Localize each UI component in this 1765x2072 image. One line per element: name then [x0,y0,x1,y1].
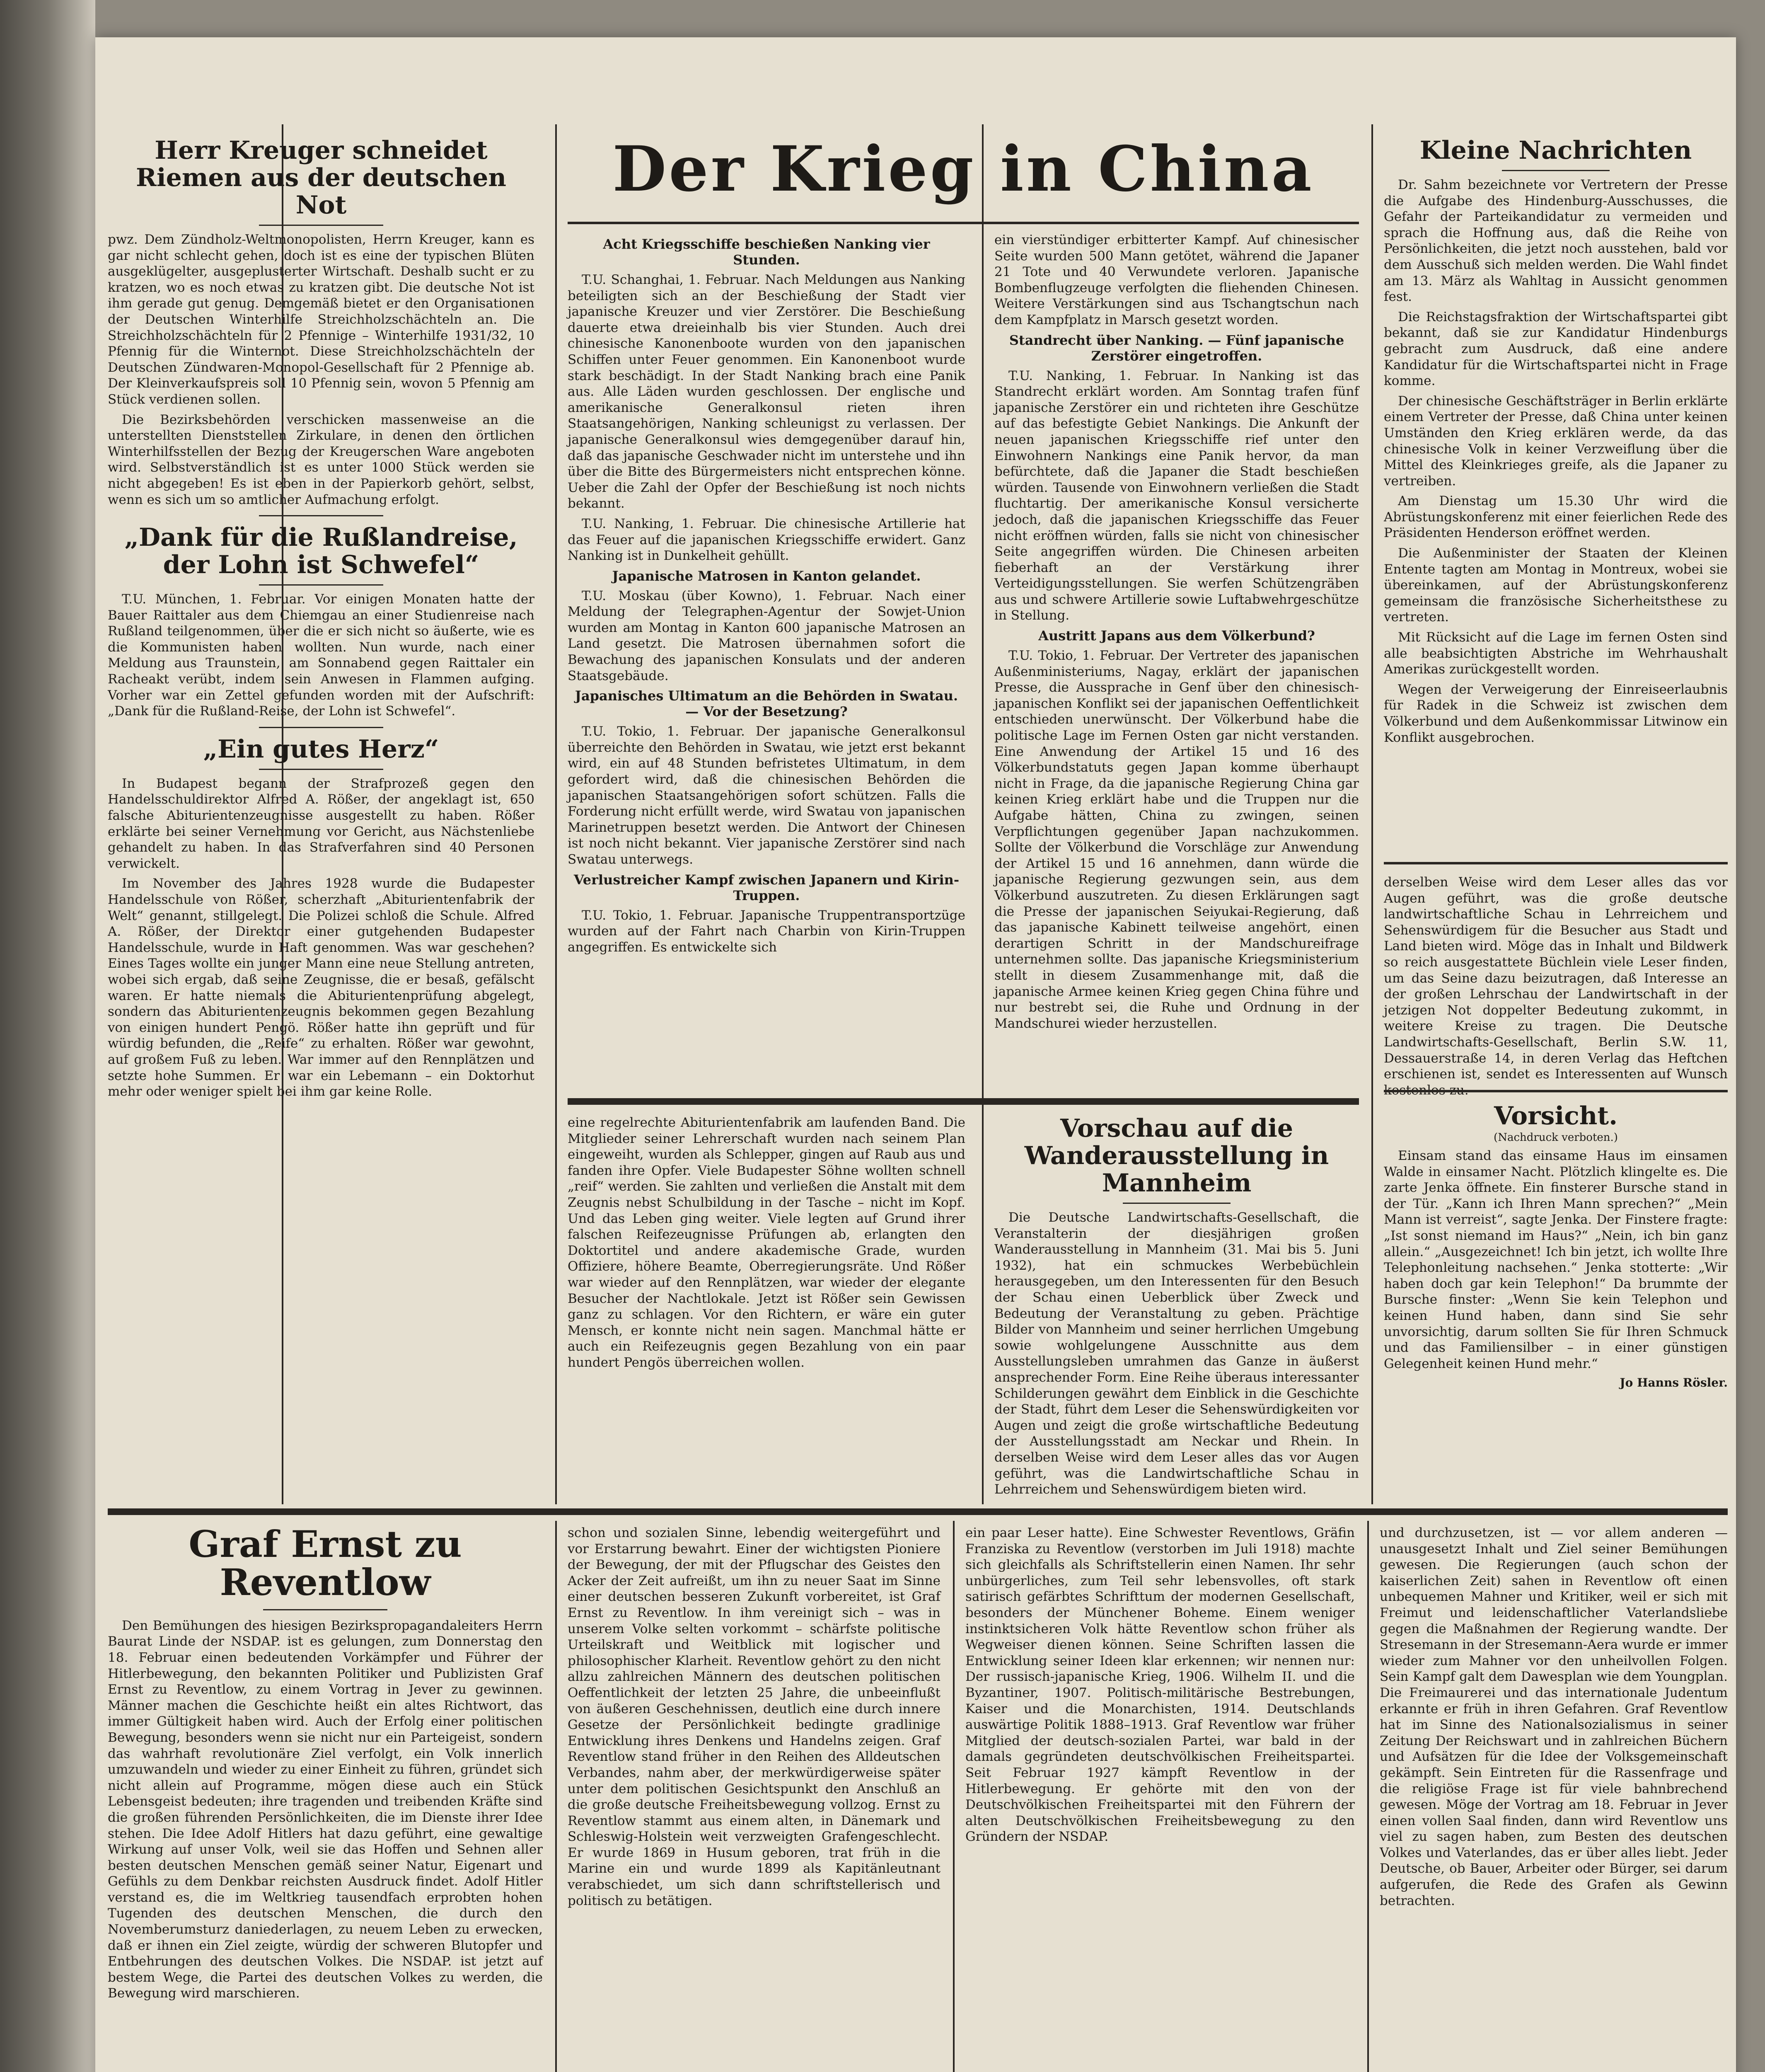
section-rule [568,1098,1359,1105]
rule [259,584,383,586]
reventlow-paragraph: und durchzusetzen, ist — vor allem anderen — unausgesetzt Inhalt und Ziel seiner Bemühungen gewesen. Die Regierungen (auch schon der kaiserlichen Zeit) sahen in Reventlow oft einen unbequemen Mahner und Kritiker, weil er sich mit Freimut und leidenschaftlicher Vaterlandsliebe gegen die Maßnahmen der Regierung wandte. Der Stresemann in der Stresemann-Aera wurde er immer wieder zum Mahner vor den unheilvollen Folgen. Sein Kampf galt dem Dawesplan wie dem Youngplan. Die Freimaurerei und das internationale Judentum erkannte er früh in ihren Gefahren. Graf Reventlow hat im Sinne des Nationalsozialismus in seiner Zeitung Der Reichswart und in zahlreichen Büchern und Aufsätzen für die Idee der Volksgemeinschaft gekämpft. Sein Eintreten für die Rassenfrage und die religiöse Frage ist für viele bahnbrechend gewesen. Möge der Vortrag am 18. Februar in Jever einen vollen Saal finden, dann wird Reventlow uns viel zu sagen haben, zum Besten des deutschen Volkes und Vaterlandes, das er über alles liebt. Jeder Deutsche, ob Bauer, Arbeiter oder Bürger, sei darum aufgerufen, die Rede des Grafen als Gewinn betrachten. [1380,1525,1728,1908]
kreuger-paragraph: pwz. Dem Zündholz-Weltmonopolisten, Herrn Kreuger, kann es gar nicht schlecht gehen, doch ist es eine der typischen Blüten ausgeklügelter, ausgeplusterter Wirtschaft. Deshalb sucht er zu kratzen, wo es noch etwas zu kratzen gibt. Die deutsche Not ist ihm gerade gut genug. Demgemäß bietet er den Organisationen der Deutschen Winterhilfe Streichholzschächteln an. Die Streichholzschächteln für 2 Pfennige – Winterhilfe 1931/32, 10 Pfennig für die Winternot. Diese Streichholzschächteln der Deutschen Zündwaren-Monopol-Gesellschaft für 2 Pfennige ab. Der Kleinverkaufspreis soll 10 Pfennig sein, wovon 5 Pfennig am Stück verdienen sollen. [108,232,534,407]
rule [1384,862,1728,864]
left-column [108,137,534,1504]
reventlow-column-3 [965,1525,1355,2072]
china-subhead: Standrecht über Nanking. — Fünf japanische Zerstörer eingetroffen. [1009,332,1344,364]
russland-paragraph: T.U. München, 1. Februar. Vor einigen Monaten hatte der Bauer Raittaler aus dem Chiemgau an einer Studienreise nach Rußland teilgenommen, über die er sich nicht so äußerte, wie es die Kommunisten haben wollten. Nun wurde, nach einer Meldung aus Traunstein, am Sonnabend gegen Raittaler ein Racheakt verübt, indem sein Anwesen in Flammen aufging. Vorher war ein Zettel gefunden worden mit der Aufschrift: „Dank für die Rußland-Reise, der Lohn ist Schwefel“. [108,592,534,719]
vorsicht-article [1384,1102,1728,1500]
china-subhead: Japanische Matrosen in Kanton gelandet. [612,568,921,584]
china-subhead: Verlustreicher Kampf zwischen Japanern und Kirin-Truppen. [573,871,960,903]
china-masthead-block [568,133,1359,232]
gutes-herz-paragraph: Im November des Jahres 1928 wurde die Budapester Handelsschule von Rößer, scherzhaft „Abiturientenfabrik der Welt“ genannt, stillgelegt. Die Polizei schloß die Schule. Alfred A. Rößer, der Direktor einer gutgehenden Budapester Handelsschule, wurde in Haft genommen. Was war geschehen? Eines Tages wollte ein junger Mann eine neue Stellung antreten, wobei sich ergab, daß seine Zeugnisse, die er besaß, gefälscht waren. Er hatte niemals die Abiturientenprüfung abgelegt, sondern das Abiturientenzeugnis bekommen gegen Bezahlung von einigen hundert Pengö. Rößer hatte ihn geprüft und für würdig befunden, die „Reife“ zu erhalten. Rößer war gewohnt, auf großem Fuß zu leben. War immer auf den Rennplätzen und setzte hohe Summen. Er war ein Lebemann – ein Doktorhut mehr oder weniger spielt bei ihm gar keine Rolle. [108,876,534,1099]
vorsicht-headline: Vorsicht. [1494,1101,1618,1130]
column-rule [982,124,984,1504]
china-paragraph: T.U. Tokio, 1. Februar. Der japanische Generalkonsul überreichte den Behörden in Swatau, wie jetzt erst bekannt wird, ein auf 48 Stunden befristetes Ultimatum, in dem gefordert wird, daß die chinesischen Behörden die japanischen Staatsangehörigen sofort schützen. Falls die Forderung nicht erfüllt werde, wird Swatau von japanischen Marinetruppen besetzt werden. Die Antwort der Chinesen ist noch nicht bekannt. Vier japanische Zerstörer sind nach Swatau unterwegs. [568,724,965,867]
rule [1384,1090,1728,1092]
mannheim-headline: Vorschau auf die Wanderausstellung in Mannheim [1024,1114,1329,1198]
china-paragraph: T.U. Nanking, 1. Februar. In Nanking ist das Standrecht erklärt worden. Am Sonntag trafen fünf japanische Zerstörer ein und richteten ihre Geschütze auf das befestigte Gebiet Nankings. Die Ankunft der neuen japanischen Kriegsschiffe rief unter den Einwohnern Nankings eine Panik hervor, da man befürchtete, daß die Japaner die Stadt beschießen würden. Tausende von Einwohnern verließen die Stadt fluchtartig. Der amerikanische Konsul versicherte jedoch, daß die japanischen Kriegsschiffe das Feuer nicht eröffnen würden, falls sie nicht von chinesischer Seite angegriffen würden. Die Chinesen arbeiten fieberhaft an der Verstärkung ihrer Verteidigungsstellungen. Sie werfen Schützengräben aus und schwere Artillerie sowie Luftabwehrgeschütze in Stellung. [994,368,1359,623]
reventlow-column-2 [568,1525,941,2072]
kleine-item: Am Dienstag um 15.30 Uhr wird die Abrüstungskonferenz mit einer feierlichen Rede des Präsidenten Henderson eröffnet werden. [1384,494,1728,541]
rule [1502,170,1610,171]
column-rule [953,1521,955,2072]
china-paragraph: ein vierstündiger erbitterter Kampf. Auf chinesischer Seite wurden 500 Mann getötet, während die Japaner 21 Tote und 40 Verwundete verloren. Japanische Bombenflugzeuge verfolgten die fliehenden Chinesen. Weitere Verstärkungen sind aus Tschangtschun nach dem Kampfplatz in Marsch gesetzt worden. [994,232,1359,327]
china-subhead: Japanisches Ultimatum an die Behörden in Swatau. — Vor der Besetzung? [575,688,958,720]
china-paragraph: T.U. Schanghai, 1. Februar. Nach Meldungen aus Nanking beteiligten sich an der Beschießung der Stadt vier japanische Kreuzer und vier Zerstörer. Die Beschießung dauerte etwa dreieinhalb bis vier Stunden. Auch drei chinesische Kanonenboote wurden von den japanischen Schiffen unter Feuer genommen. Ein Kanonenboot wurde stark beschädigt. In der Stadt Nanking brach eine Panik aus. Alle Läden wurden geschlossen. Der englische und amerikanische Generalkonsul rieten ihren Staatsangehörigen, Nanking schleunigst zu verlassen. Der japanische Generalkonsul wies demgegenüber darauf hin, daß das japanische Geschwader nicht im unterstehe und ihn über die Bitte des Bürgermeisters nicht entsprechen könne. Ueber die Zahl der Opfer der Beschießung ist noch nichts bekannt. [568,272,965,511]
kleine-headline: Kleine Nachrichten [1419,136,1692,165]
author-byline: Jo Hanns Rösler. [1620,1376,1728,1390]
section-rule [108,1508,1728,1515]
reventlow-paragraph: ein paar Leser hatte). Eine Schwester Reventlows, Gräfin Franziska zu Reventlow (verstorben im Juli 1918) machte sich gleichfalls als Schriftstellerin einen Namen. Ihr sehr unbürgerliches, zum Teil sehr lebensvolles, oft stark satirisch gefärbtes Schrifttum der modernen Gesellschaft, besonders der Münchener Boheme. Einem weniger instinktsicheren Volk hätte Reventlow schon früher als Wegweiser dienen können. Seine Schriften lassen die Entwicklung seiner Ideen klar erkennen; wir nennen nur: Der russisch-japanische Krieg, 1906. Wilhelm II. und die Byzantiner, 1907. Politisch-militärische Bestrebungen, Kaiser und die Monarchisten, 1914. Deutschlands auswärtige Politik 1888–1913. Graf Reventlow war früher Mitglied der deutsch-sozialen Partei, war bald in der damals gegründeten deutschvölkischen Freiheitspartei. Seit Februar 1927 kämpft Reventlow in der Hitlerbewegung. Er gehörte mit den von der Deutschvölkischen Freiheitspartei mit den Führern der alten Deutschvölkischen Freiheitsbewegung zu den Gründern der NSDAP. [965,1525,1355,1844]
reventlow-paragraph: schon und sozialen Sinne, lebendig weitergeführt und vor Erstarrung bewahrt. Einer der wichtigsten Pioniere der Bewegung, der mit der Pflugschar des Geistes den Acker der Zeit aufreißt, um ihn zu neuer Saat im Sinne einer deutschen besseren Zukunft vorbereitet, ist Graf Ernst zu Reventlow. In ihm vereinigt sich – was in unserem Volke selten vorkommt – schärfste politische Urteilskraft und Weitblick mit logischer und philosophischer Klarheit. Reventlow gehört zu den nicht allzu zahlreichen Männern des deutschen politischen Oeffentlichkeit der letzten 25 Jahre, die unbeeinflußt von äußeren Geschehnissen, deutlich eine durch innere Gesetze der Persönlichkeit bedingte gradlinige Entwicklung ihres Denkens und Handelns zeigen. Graf Reventlow stand früher in den Reihen des Alldeutschen Verbandes, nahm aber, der merkwürdigerweise später unter dem politischen Gesichtspunkt den Anschluß an die große deutsche Freiheitsbewegung vollzog. Ernst zu Reventlow stammt aus einem alten, in Dänemark und Schleswig-Holstein weit verzweigten Grafengeschlecht. Er wurde 1869 in Husum geboren, trat früh in die Marine ein und wurde 1899 als Kapitänleutnant verabschiedet, um sich dann schriftstellerisch und politisch zu betätigen. [568,1525,941,1908]
kreuger-paragraph: Die Bezirksbehörden verschicken massenweise an die unterstellten Dienststellen Zirkulare, in denen den örtlichen Winterhilfsstellen der Bezug der Kreugerschen Ware angeboten wird. Selbstverständlich ist es unter 1000 Stück werden sie nicht abgegeben! Es ist eben in der Papierkorb gehört, selbst, wenn es sich um so amtlicher Aufmachung erfolgt. [108,412,534,507]
reventlow-column-1 [108,1525,543,2072]
china-column-1 [568,232,965,1086]
kleine-item: Mit Rücksicht auf die Lage im fernen Osten sind alle beabsichtigten Abstriche im Wehrhaushalt Amerikas zurückgestellt worden. [1384,630,1728,677]
reventlow-headline: Graf Ernst zu Reventlow [189,1523,462,1604]
reventlow-column-4 [1380,1525,1728,2072]
rule [259,225,383,226]
china-subhead: Austritt Japans aus dem Völkerbund? [1038,628,1315,644]
china-paragraph: T.U. Moskau (über Kowno), 1. Februar. Nach einer Meldung der Telegraphen-Agentur der Sowjet-Union wurden am Montag in Kanton 600 japanische Matrosen an Land gesetzt. Die Matrosen übernahmen sofort die Bewachung des japanischen Konsulats und der anderen Staatsgebäude. [568,588,965,683]
rule [1123,1203,1231,1204]
kleine-item: Die Reichstagsfraktion der Wirtschaftspartei gibt bekannt, daß sie zur Kandidatur Hindenburgs gebracht zum Ausdruck, daß eine andere Kandidatur für die Wirtschaftspartei nicht in Frage komme. [1384,309,1728,389]
mannheim-continued-paragraph: derselben Weise wird dem Leser alles das vor Augen geführt, was die große deutsche landwirtschaftliche Schau in Lehrreichem und Sehenswürdigem für die Besucher aus Stadt und Land bieten wird. Möge das in Inhalt und Bildwerk so reich ausgestattete Büchlein viele Leser finden, um das Seine dazu beizutragen, daß Interesse an der großen Lehrschau der Landwirtschaft in der jetzigen Not doppelter Bedeutung zukommt, in weitere Kreise zu tragen. Die Deutsche Landwirtschafts-Gesellschaft, Berlin S.W. 11, Dessauerstraße 14, in deren Verlag das Heftchen erschienen ist, sendet es Interessenten auf Wunsch [1384,875,1728,1082]
column-rule [1367,1521,1369,2072]
kreuger-headline: Herr Kreuger schneidet Riemen aus der deutschen Not [136,136,506,220]
mannheim-paragraph: Die Deutsche Landwirtschafts-Gesellschaft, die Veranstalterin der diesjährigen großen Wanderausstellung in Mannheim (31. Mai bis 5. Juni 1932), hat ein schmuckes Werbebüchlein herausgegeben, um den Interessenten für den Besuch der Schau einen Ueberblick über Zweck und Bedeutung der Veranstaltung zu geben. Prächtige Bilder von Mannheim und seiner herrlichen Umgebung sowie wohlgelungene Ausschnitte aus dem Ausstellungsleben umrahmen das Ganze in äußerst ansprechender Form. Eine Reihe überaus interessanter Schilderungen gewährt dem Einblick in die Geschichte der Stadt, führt dem Leser die Sehenswürdigkeiten vor Augen und zeigt die große wirtschaftliche Bedeutung der Ausstellungsstadt am Neckar und Rhein. In derselben Weise wird dem Leser alles das vor Augen geführt, was die Landwirtschaftliche Schau in Lehrreichem und Sehenswürdigem bieten wird. [994,1210,1359,1497]
rule [568,222,1359,224]
rule [259,515,383,516]
china-column-2 [994,232,1359,1086]
kleine-item: Die Außenminister der Staaten der Kleinen Entente tagten am Montag in Montreux, wobei sie übereinkamen, auf der Abrüstungskonferenz gemeinsam die französische Sicherheitsthese zu vertreten. [1384,546,1728,625]
kleine-item: Dr. Sahm bezeichnete vor Vertretern der Presse die Aufgabe des Hindenburg-Ausschusses, die Gefahr der Parteikandidatur zu vermeiden und sprach die Hoffnung aus, daß die Reihe von Persönlichkeiten, die jetzt noch ausstehen, bald vor dem Ausschuß sich melden werden. Die Wahl findet am 13. März als Wahltag in Aussicht genommen fest. [1384,177,1728,305]
kleine-item: Der chinesische Geschäftsträger in Berlin erklärte einem Vertreter der Presse, daß China unter keinen Umständen den Krieg erklären werde, da das chinesische Volk in keiner Verzweiflung über die Mittel des Kleinkrieges greife, als die Japaner zu vertreiben. [1384,393,1728,489]
book-binding [0,0,95,2072]
column-rule [1371,124,1373,1504]
gutes-herz-headline: „Ein gutes Herz“ [203,734,439,764]
newspaper-page [95,37,1736,2072]
kleine-item: Wegen der Verweigerung der Einreiseerlaubnis für Radek in die Schweiz ist zwischen dem Völkerbund und dem Außenkommissar Litwinow ein Konflikt ausgebrochen. [1384,682,1728,745]
rule [263,1609,387,1610]
rule [259,727,383,728]
china-paragraph: T.U. Nanking, 1. Februar. Die chinesische Artillerie hat das Feuer auf die japanischen Kriegsschiffe erwidert. Ganz Nanking ist in Dunkelheit gehüllt. [568,516,965,564]
china-paragraph: T.U. Tokio, 1. Februar. Japanische Truppentransportzüge wurden auf der Fahrt nach Charbin von Kirin-Truppen angegriffen. Es entwickelte sich [568,908,965,955]
abitur-paragraph: eine regelrechte Abiturientenfabrik am laufenden Band. Die Mitglieder seiner Lehrerschaft wurden nach seinem Plan eingeweiht, wurden als Schlepper, gingen auf Raub aus und fanden ihre Opfer. Viele Budapester Söhne wollten schnell „reif“ werden. Sie zahlten und verließen die Anstalt mit dem Zeugnis nebst Schulbildung in der Tasche – nicht im Kopf. Und das Leben ging weiter. Viele legten auf Grund ihrer falschen Reifezeugnisse Prüfungen ab, erlangten den Doktortitel und andere akademische Grade, wurden Offiziere, höhere Beamte, Oberregierungsräte. Und Rößer war wieder auf den Rennplätzen, war wieder der elegante Besucher der Nachtlokale. Jetzt ist Rößer sein Gewissen ganz zu schlagen. Vor den Richtern, er wäre ein guter Mensch, er konnte nicht nein sagen. Manchmal hätte er auch ein Reifezeugnis gegen Bezahlung von ein paar hundert Pengös überreichen wollen. [568,1115,965,1370]
china-paragraph: T.U. Tokio, 1. Februar. Der Vertreter des japanischen Außenministeriums, Nagay, erklärt der japanischen Presse, die Aussprache in Genf über den chinesisch-japanischen Konflikt sei der japanischen Oeffentlichkeit entschieden unerwünscht. Der Völkerbund habe die politische Lage im Fernen Osten gar nicht verstanden. Eine Anwendung der Artikel 15 und 16 des Völkerbundstatuts gegen Japan komme überhaupt nicht in Frage, da die japanische Regierung China gar keinen Krieg erklärt habe und die Truppen nur die Aufgabe hätten, China zu zwingen, seinen Verpflichtungen gegenüber Japan nachzukommen. Sollte der Völkerbund die Vorschläge zur Anwendung der Artikel 15 und 16 annehmen, dann würde die japanische Regierung gezwungen sein, aus dem Völkerbund auszutreten. Zu diesen Erklärungen sagt die Presse der japanischen Seiyukai-Regierung, daß das japanische Kabinett teilweise angehört, einen derartigen Schritt in der Mandschureifrage unternehmen sollte. Das japanische Kriegsministerium stellt in diesem Zusammenhange mit, daß die japanische Armee keinen Krieg gegen China führe und nur bestrebt sei, die Ruhe und Ordnung in der Mandschurei wieder herzustellen. [994,648,1359,1031]
reventlow-paragraph: Den Bemühungen des hiesigen Bezirkspropagandaleiters Herrn Baurat Linde der NSDAP. ist es gelungen, zum Donnerstag den 18. Februar einen bedeutenden Vorkämpfer und Führer der Hitlerbewegung, den bekannten Politiker und Publizisten Graf Ernst zu Reventlow, zu einem Vortrag in Jever zu gewinnen. Männer machen die Geschichte heißt ein altes Richtwort, das immer Gültigkeit haben wird. Auch der Erfolg einer politischen Bewegung, besonders wenn sie nicht nur ein Parteigeist, sondern das wahrhaft revolutionäre Ziel verfolgt, ein Volk innerlich umzuwandeln und wieder zu einer Einheit zu führen, gründet sich nicht allein auf Programme, mögen diese auch ein Stück Lebensgeist bedeuten; ihre tragenden und treibenden Kräfte sind die großen führenden Persönlichkeiten, die im Dienste ihrer Idee stehen. Die Idee Adolf Hitlers hat dazu geführt, eine gewaltige Wirkung auf unser Volk, weil sie das Hoffen und Sehnen aller besten deutschen Menschen gemäß seiner Natur, Eigenart und Gefühls zu dem Denkbar reichsten Ausdruck findet. Adolf Hitler verstand es, die im Weltkrieg tausendfach erprobten hohen Tugenden des deutschen Menschen, die durch den Novemberumsturz daniederlagen, zu neuem Leben zu erwecken, daß er ihnen ein Ziel zeigte, würdig der schweren Blutopfer und Entbehrungen des deutschen Volkes. Die NSDAP. ist jetzt auf bestem Wege, die Partei des deutschen Volkes zu werden, die Bewegung wird marschieren. [108,1618,543,2001]
russland-headline: „Dank für die Rußlandreise, der Lohn ist Schwefel“ [124,523,518,580]
mannheim-article [994,1115,1359,1504]
china-subhead: Acht Kriegsschiffe beschießen Nanking vier Stunden. [603,236,930,268]
abitur-continued [568,1115,965,1504]
kleine-nachrichten [1384,137,1728,850]
column-rule [555,1521,557,2072]
column-rule [555,124,557,1504]
gutes-herz-paragraph: In Budapest begann der Strafprozeß gegen den Handelsschuldirektor Alfred A. Rößer, der angeklagt ist, 650 falsche Abiturientenzeugnisse ausgestellt zu haben. Rößer erklärte bei seiner Vernehmung vor Gericht, aus Nächstenliebe gehandelt zu haben. In das Strafverfahren sind 40 Personen verwickelt. [108,776,534,871]
mannheim-continued [1384,874,1728,1082]
rule [259,769,383,770]
china-masthead: Der Krieg in China [612,133,1314,206]
vorsicht-paragraph: Einsam stand das einsame Haus im einsamen Walde in einsamer Nacht. Plötzlich klingelte es. Die zarte Jenka öffnete. Ein finsterer Bursche stand in der Tür. „Kann ich Ihren Mann sprechen?“ „Mein Mann ist verreist“, sagte Jenka. Der Finstere fragte: „Ist sonst niemand im Haus?“ „Nein, ich bin ganz allein.“ „Ausgezeichnet! Ich bin jetzt, ich wollte Ihre Telephonleitung nachsehen.“ Jenka stotterte: „Wir haben doch gar kein Telephon!“ Da brummte der Bursche finster: „Wenn Sie kein Telephon und keinen Hund haben, dann sind Sie sehr unvorsichtig, darum sollten Sie für Ihren Schmuck und das Familiensilber – in einer günstigen Gelegenheit keinen Hund mehr.“ [1384,1148,1728,1371]
reprint-note: (Nachdruck verboten.) [1494,1131,1618,1144]
